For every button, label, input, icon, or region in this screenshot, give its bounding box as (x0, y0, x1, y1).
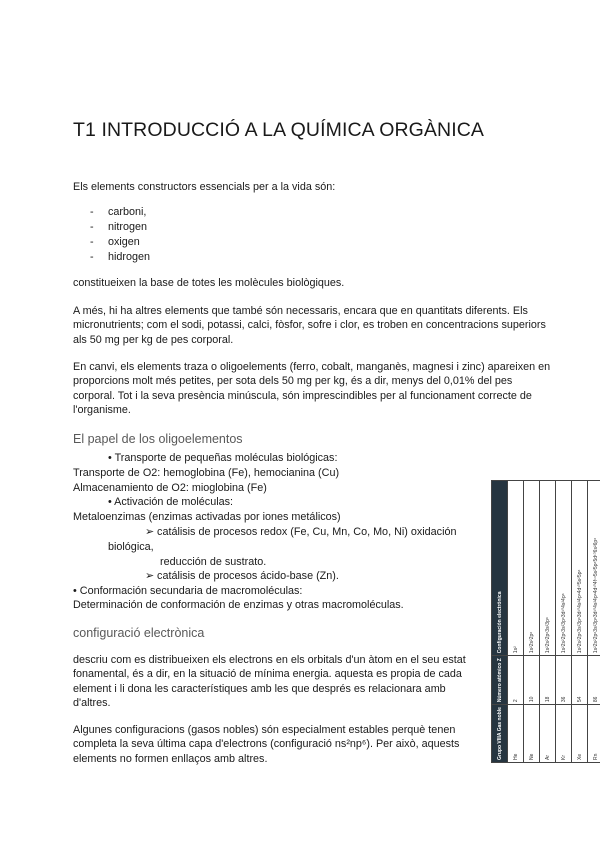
base-paragraph: constitueixen la base de totes les molècules biològiques. (73, 277, 345, 289)
table-header: Número atómico Z (492, 656, 508, 705)
table-row (572, 481, 588, 763)
table-row (524, 481, 540, 763)
oligo-line: biológica, (108, 541, 154, 553)
oligo-line: ➢ catálisis de procesos redox (Fe, Cu, Mn, Co, Mo, Ni) oxidación (145, 526, 457, 538)
list-item: - carboni, (90, 205, 150, 220)
table-row (540, 481, 556, 763)
table-cell: Kr (556, 705, 572, 763)
oligo-line: Almacenamiento de O2: mioglobina (Fe) (73, 482, 267, 494)
oligo-line: ➢ catálisis de procesos ácido-base (Zn). (145, 570, 339, 582)
oligo-line: Metaloenzimas (enzimas activadas por iones metálicos) (73, 511, 341, 523)
noble-gas-table-rotated (491, 480, 600, 763)
table-cell: He (508, 705, 524, 763)
table-cell: Ar (540, 705, 556, 763)
elements-list (90, 205, 150, 265)
table-cell: 18 (540, 656, 556, 705)
table-cell: 54 (572, 656, 588, 705)
table-cell: Xe (572, 705, 588, 763)
list-item: - nitrogen (90, 220, 150, 235)
table-header: Configuración electrónica (492, 481, 508, 656)
table-header: Grupo VIIIA Gas noble (492, 705, 508, 763)
table-cell: 1s²2s²2p⁶3s²3p⁶3d¹⁰4s²4p⁶4d¹⁰5s²5p⁶ (572, 481, 588, 656)
table-row (556, 481, 572, 763)
table-header-row (492, 481, 508, 763)
oligo-line: • Transporte de pequeñas moléculas biológicas: (108, 452, 338, 464)
list-item: - hidrogen (90, 250, 150, 265)
table-cell: 2 (508, 656, 524, 705)
noble-gases-paragraph: Algunes configuracions (gasos nobles) són especialment estables perquè tenen completa la seva última capa d'electrons (configuració ns²np⁶). Per això, aquests elements no formen enllaços amb altres. (73, 724, 460, 765)
oligo-line: Transporte de O2: hemoglobina (Fe), hemocianina (Cu) (73, 467, 340, 479)
oligo-line: Determinación de conformación de enzimas y otras macromoléculas. (73, 599, 404, 611)
list-item: - oxigen (90, 235, 150, 250)
table-row (588, 481, 600, 763)
table-cell: 1s²2s²2p⁶3s²3p⁶3d¹⁰4s²4p⁶4d¹⁰4f¹⁴5s²5p⁶5d¹⁰6s²6p⁶ (588, 481, 600, 656)
oligo-heading: El papel de los oligoelementos (73, 432, 243, 446)
page-title: T1 INTRODUCCIÓ A LA QUÍMICA ORGÀNICA (73, 119, 485, 141)
table-cell: 1s²2s²2p⁶ (524, 481, 540, 656)
micronutrients-paragraph: A més, hi ha altres elements que també són necessaris, encara que en quantitats diferents. Els micronutrients; com el sodi, potassi, calci, fòsfor, sofre i clor, es troben en concentracions superiors als 50 mg per kg de pes corporal. (73, 305, 546, 346)
oligo-line: • Activación de moléculas: (108, 496, 234, 508)
trace-elements-paragraph: En canvi, els elements traza o oligoelements (ferro, cobalt, manganès, magnesi i zinc) apareixen en proporcions molt més petites, per sota dels 50 mg per kg, és a dir, menys del 0,01% del pes corporal. Tot i la seva presència minúscula, són imprescindibles per al funcionament correcte de l'organisme. (73, 361, 551, 417)
table-cell: 1s²2s²2p⁶3s²3p⁶3d¹⁰4s²4p⁶ (556, 481, 572, 656)
oligo-line: reducción de sustrato. (160, 556, 267, 568)
table-cell: 10 (524, 656, 540, 705)
noble-gas-table (491, 480, 599, 763)
table-cell: Rn (588, 705, 600, 763)
table-cell: 1s² (508, 481, 524, 656)
table-cell: 1s²2s²2p⁶3s²3p⁶ (540, 481, 556, 656)
table-cell: Ne (524, 705, 540, 763)
table-cell: 86 (588, 656, 600, 705)
table-row (508, 481, 524, 763)
table-cell: 36 (556, 656, 572, 705)
intro-text: Els elements constructors essencials per a la vida són: (73, 181, 336, 193)
config-paragraph: descriu com es distribueixen els electrons en els orbitals d'un àtom en el seu estat fonamental, és a dir, en la situació de mínima energia. aquesta es propia de cada element i li dona les característiques amb les que després es relacionara amb d'altres. (73, 654, 466, 710)
oligo-line: • Conformación secundaria de macromoléculas: (73, 585, 303, 597)
config-heading: configuració electrònica (73, 626, 205, 640)
